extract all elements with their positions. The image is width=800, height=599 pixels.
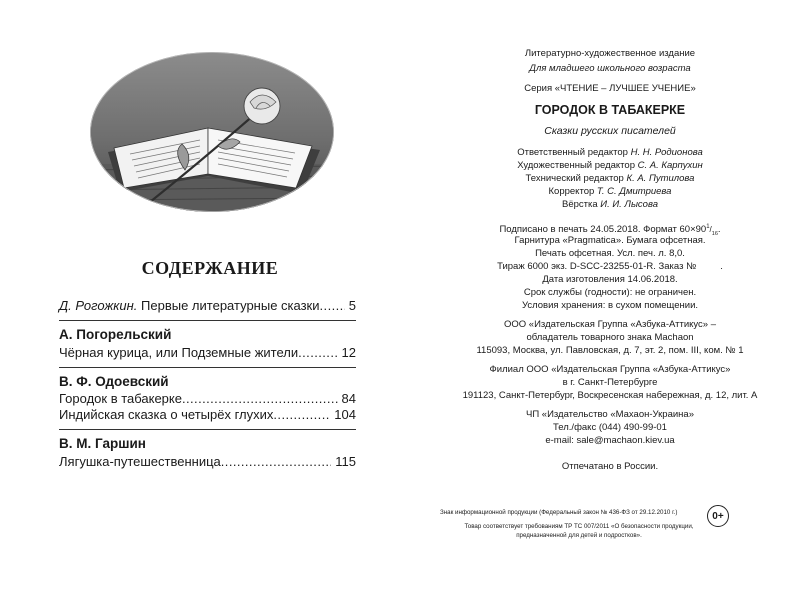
print-info-line: Подписано в печать 24.05.2018. Формат $60\times 90^1/_{16}$.: [499, 224, 721, 238]
toc-entry-title: Первые литературные сказки: [137, 298, 320, 313]
toc-entry-title: Лягушка-путешественница: [59, 454, 221, 469]
leader-dots: [182, 391, 338, 407]
toc-entry-snuffbox-town[interactable]: [59, 391, 356, 407]
age-rating-badge: 0+: [707, 505, 729, 527]
toc-page-number: 115: [335, 454, 356, 469]
print-info-line: Условия хранения: в сухом помещении.: [521, 300, 699, 311]
toc-page-number: 12: [341, 345, 356, 360]
toc-entry-author: Д. Рогожкин.: [59, 298, 138, 313]
branch-line: в г. Санкт-Петербурге: [562, 377, 658, 388]
toc-entry-indian-tale[interactable]: [59, 407, 356, 423]
staff-line: Вёрстка И. И. Лысова: [561, 199, 659, 210]
staff-line: Художественный редактор С. А. Карпухин: [517, 160, 703, 171]
toc-entry-travelling-frog[interactable]: [59, 454, 356, 470]
publisher-line: ООО «Издательская Группа «Азбука-Аттикус» –: [504, 319, 716, 330]
print-info-line: Печать офсетная. Усл. печ. л. 8,0.: [535, 248, 685, 259]
book-rose-illustration: [90, 52, 334, 212]
staff-line: Корректор Т. С. Дмитриева: [548, 186, 672, 197]
toc-entry-title: Чёрная курица, или Подземные жители: [59, 345, 299, 360]
print-info-line: Тираж 6000 экз. D-SCC-23255-01-R. Заказ № .: [497, 261, 723, 272]
leader-dots: [221, 454, 332, 470]
print-info-line: Гарнитура «Pragmatica». Бумага офсетная.: [514, 235, 706, 246]
toc-entry-rogozhkin[interactable]: [59, 298, 356, 314]
age-audience: Для младшего школьного возраста: [529, 63, 691, 74]
book-title: ГОРОДОК В ТАБАКЕРКЕ: [534, 103, 686, 117]
book-subtitle: Сказки русских писателей: [544, 125, 676, 137]
printed-in: Отпечатано в России.: [561, 461, 659, 472]
ukraine-email[interactable]: e-mail: sale@machaon.kiev.ua: [545, 435, 675, 446]
toc-page-number: 5: [348, 298, 356, 313]
ukraine-line: ЧП «Издательство «Махаон-Украина»: [525, 409, 694, 420]
toc-entry-black-hen[interactable]: [59, 345, 356, 361]
edition-type: Литературно-художественное издание: [524, 48, 696, 59]
branch-address: 191123, Санкт-Петербург, Воскресенская набережная, д. 12, лит. А: [462, 390, 758, 401]
staff-line: Ответственный редактор Н. Н. Родионова: [517, 147, 703, 158]
leader-dots: [320, 298, 345, 314]
conformity-line: предназначенной для детей и подростков».: [516, 532, 642, 539]
section-divider: [59, 429, 356, 430]
toc-page-number: 84: [341, 391, 356, 406]
toc-author-odoevsky: В. Ф. Одоевский: [59, 374, 169, 389]
info-sign-note: Знак информационной продукции (Федеральный закон № 436-ФЗ от 29.12.2010 г.): [440, 509, 678, 516]
toc-author-garshin: В. М. Гаршин: [59, 436, 146, 451]
print-info-line: Дата изготовления 14.06.2018.: [542, 274, 678, 285]
print-info-line: Срок службы (годности): не ограничен.: [523, 287, 697, 298]
leader-dots: [273, 407, 330, 423]
branch-line: Филиал ООО «Издательская Группа «Азбука-Аттикус»: [489, 364, 731, 375]
toc-entry-title: Городок в табакерке: [59, 391, 182, 406]
section-divider: [59, 367, 356, 368]
conformity-line: Товар соответствует требованиям ТР ТС 007/2011 «О безопасности продукции,: [464, 523, 694, 530]
publisher-line: обладатель товарного знака Machaon: [526, 332, 694, 343]
leader-dots: [298, 345, 337, 361]
staff-line: Технический редактор К. А. Путилова: [525, 173, 695, 184]
ukraine-phone: Тел./факс (044) 490-99-01: [553, 422, 667, 433]
section-divider: [59, 320, 356, 321]
toc-page-number: 104: [334, 407, 356, 422]
toc-title: СОДЕРЖАНИЕ: [141, 258, 279, 278]
publisher-address: 115093, Москва, ул. Павловская, д. 7, эт. 2, пом. III, ком. № 1: [476, 345, 744, 356]
series-name: Серия «ЧТЕНИЕ – ЛУЧШЕЕ УЧЕНИЕ»: [524, 83, 696, 94]
toc-entry-title: Индийская сказка о четырёх глухих: [59, 407, 274, 422]
toc-author-pogorelsky: А. Погорельский: [59, 327, 172, 342]
